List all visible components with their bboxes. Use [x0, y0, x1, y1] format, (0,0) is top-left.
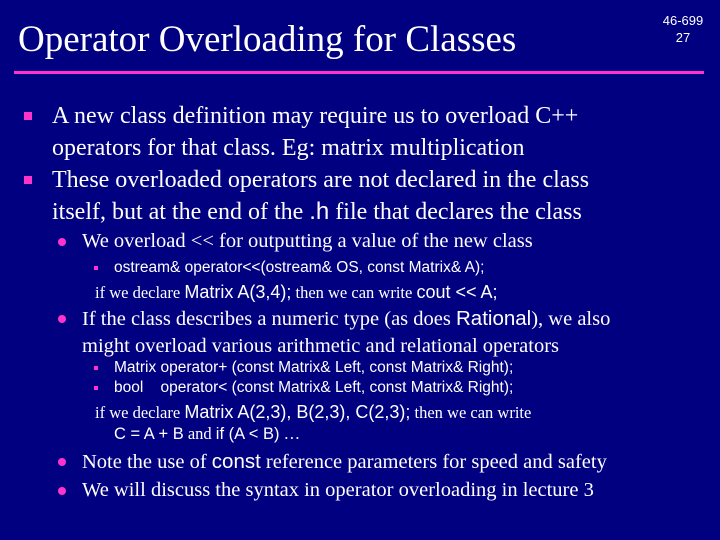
bullet-1: [52, 100, 712, 164]
text: and: [183, 424, 216, 443]
course-number: 46-699: [662, 13, 704, 28]
code: C = A + B: [114, 425, 184, 443]
code-const: const: [211, 450, 261, 473]
text: reference parameters for speed and safety: [260, 451, 607, 473]
bullet-1-line-1: A new class definition may require us to overload C++: [52, 103, 579, 129]
code-rational: Rational: [456, 307, 532, 330]
corner-label: [650, 12, 716, 46]
sub-bullet-output: [82, 228, 712, 255]
text: file that declares the class: [329, 199, 582, 225]
text: If the class describes a numeric type (as does: [82, 308, 456, 330]
bullet-2-line-1: These overloaded operators are not declared in the class: [52, 167, 590, 193]
note-2: [95, 401, 531, 424]
code-h: .h: [309, 198, 330, 225]
slide-title: Operator Overloading for Classes: [18, 19, 517, 60]
sub-bullet-text: We overload << for outputting a value of the new class: [82, 230, 533, 252]
bullet-1-line-2: operators for that class. Eg: matrix multiplication: [52, 135, 525, 161]
line: might overload various arithmetic and relational operators: [82, 335, 560, 357]
text: if we declare: [95, 283, 185, 302]
slide-number: 27: [675, 30, 691, 45]
text: …: [279, 424, 301, 443]
text: if we declare: [95, 403, 185, 422]
text: then we can write: [291, 283, 417, 302]
title-rule: [14, 71, 704, 74]
note-1: [95, 281, 498, 304]
code: Matrix A(2,3), B(2,3), C(2,3);: [184, 402, 411, 422]
text: Note the use of: [82, 451, 212, 473]
sub-bullet-lecture: We will discuss the syntax in operator overloading in lecture 3: [82, 477, 712, 504]
sub-bullet-numeric: [82, 305, 712, 360]
code-plus: Matrix operator+ (const Matrix& Left, const Matrix& Right);: [114, 359, 514, 376]
text: itself, but at the end of the: [52, 199, 310, 225]
code-less: bool operator< (const Matrix& Left, const Matrix& Right);: [114, 379, 514, 396]
bullet-2: [52, 164, 712, 228]
line: [82, 305, 712, 333]
sub-bullet-const: [82, 448, 712, 476]
code: if (A < B): [215, 425, 280, 443]
bullet-2-line-2: [52, 196, 712, 228]
text: ), we also: [531, 308, 611, 330]
code-ostream: ostream& operator<<(ostream& OS, const Matrix& A);: [114, 259, 485, 276]
note-2-line-2: [114, 423, 300, 445]
text: then we can write: [410, 403, 532, 422]
code: cout << A;: [416, 282, 498, 302]
code: Matrix A(3,4);: [184, 282, 292, 302]
